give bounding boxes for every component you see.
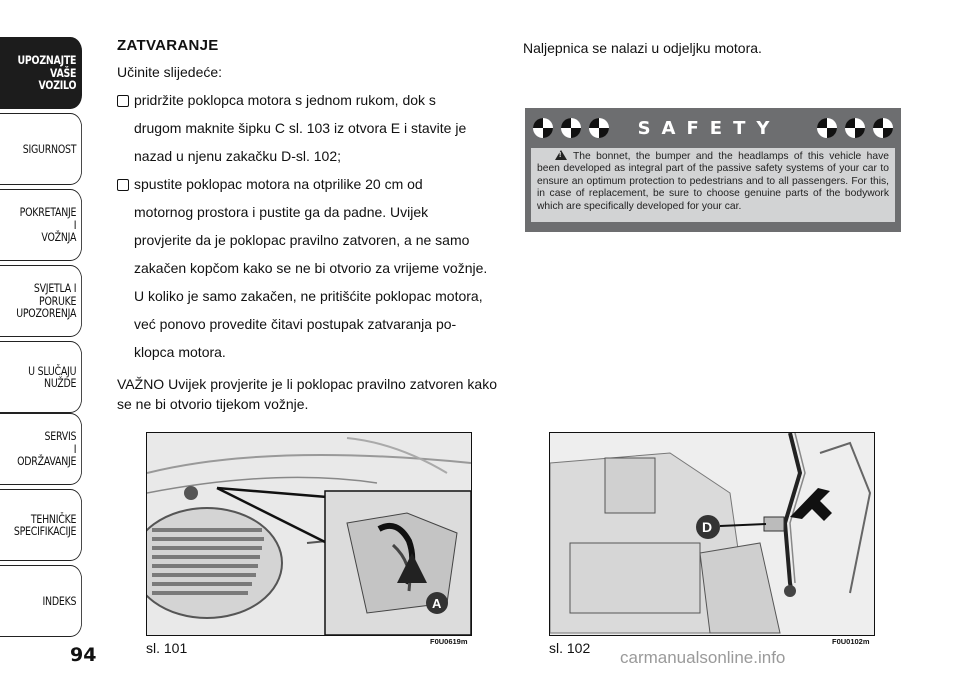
bullet-item-1: pridržite poklopca motora s jednom rukom, dok s drugom maknite šipku C sl. 103 iz otvora E i stavite je nazad u njenu zakačku D-sl. 102; [117,88,497,172]
tab-sigurnost[interactable]: SIGURNOST [0,113,82,185]
figure-101-caption: sl. 101 [146,640,188,656]
tab-servis-i-odrzavanje[interactable]: SERVIS I ODRŽAVANJE [0,413,82,485]
page-number: 94 [70,644,97,666]
figure-102-support-rod [549,432,875,636]
checkbox-bullet-icon [117,179,129,191]
checkered-disc-icon [873,118,893,138]
callout-a: A [432,596,442,611]
safety-heading: SAFETY [637,117,781,139]
tab-tehnicke-specifikacije[interactable]: TEHNIČKE SPECIFIKACIJE [0,489,82,561]
tab-u-slucaju-nuzde[interactable]: U SLUČAJU NUŽDE [0,341,82,413]
section-title: ZATVARANJE [117,37,219,54]
tab-svjetla-i-poruke-upozorenja[interactable]: SVJETLA I PORUKE UPOZORENJA [0,265,82,337]
checkered-disc-icon [589,118,609,138]
warning-triangle-icon [555,150,567,160]
figure-101-code: F0U0619m [430,637,468,646]
tab-pokretanje-i-voznja[interactable]: POKRETANJE I VOŽNJA [0,189,82,261]
safety-text-box: !The bonnet, the bumper and the headlamps of this vehicle have been developed as integral part of the passive safety systems of your car to ensure an optimum protection to pedestrians and to all passengers. For this, in case of replacement, be sure to choose genuine parts of the bodywork which are specifically developed for your car. [531,148,895,222]
checkered-disc-icon [533,118,553,138]
figure-101-bonnet-latch [146,432,472,636]
tab-upoznajte-vase-vozilo[interactable]: UPOZNAJTE VAŠE VOZILO [0,37,82,109]
tab-indeks[interactable]: INDEKS [0,565,82,637]
callout-d: D [702,519,713,535]
checkbox-bullet-icon [117,95,129,107]
safety-label [525,108,901,232]
intro-text: Učinite slijedeće: [117,64,223,80]
checkered-disc-icon [845,118,865,138]
label-location-text: Naljepnica se nalazi u odjeljku motora. [523,40,762,56]
checkered-disc-icon [817,118,837,138]
figure-102-caption: sl. 102 [549,640,591,656]
support-rod-illustration [550,433,874,635]
important-note: VAŽNO Uvijek provjerite je li poklopac pravilno zatvoren kako se ne bi otvorio tijekom vožnje. [117,376,497,412]
checkered-disc-icon [561,118,581,138]
bonnet-latch-illustration [147,433,471,635]
watermark: carmanualsonline.info [620,648,786,667]
figure-102-code: F0U0102m [832,637,870,646]
bullet-item-2: spustite poklopac motora na otprilike 20 cm od motornog prostora i pustite ga da padne. Uvijek provjerite da je poklopac pravilno zatvoren, a ne samo zakačen kopčom kako se ne bi otvorio za vrijeme vožnje. U koliko je samo zakačen, ne pritišćite poklopac motora, već ponovo provedite čitavi postupak zatvaranja po- klopca motora. [117,172,497,368]
main-text-column [117,37,497,414]
